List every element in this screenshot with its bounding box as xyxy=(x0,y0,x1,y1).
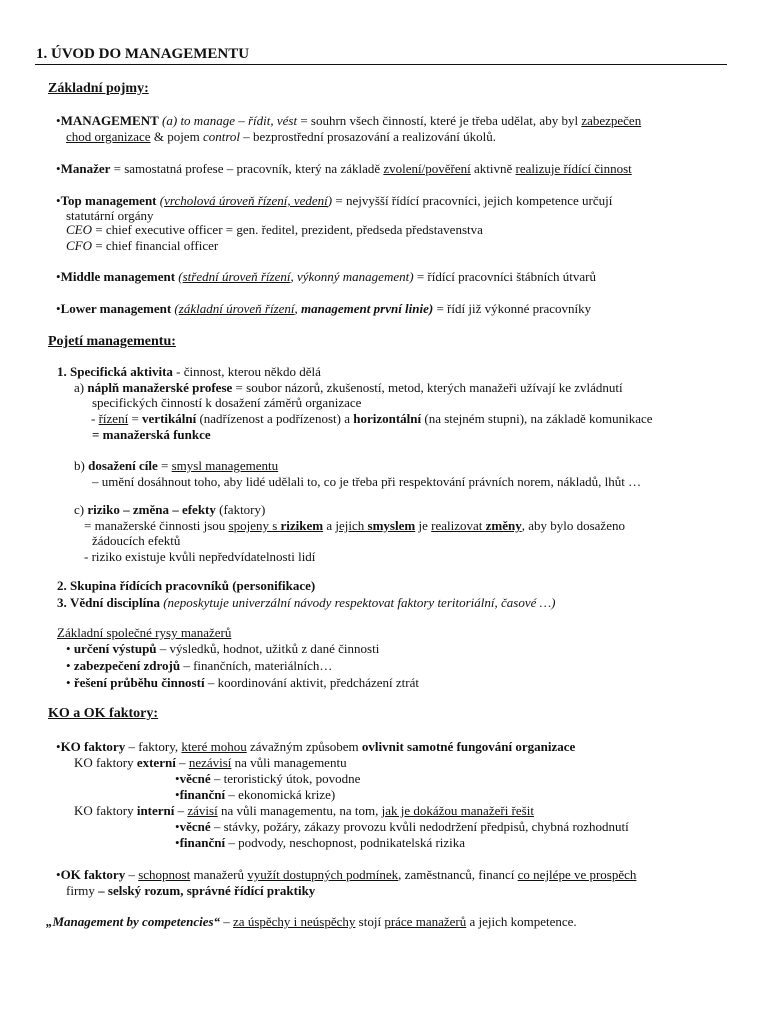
bullet-icon: • xyxy=(56,193,61,208)
bullet-icon: • xyxy=(56,269,61,284)
bullet-icon: • xyxy=(56,301,61,316)
bullet-icon: • xyxy=(175,771,180,786)
list-item-management-cont: chod organizace & pojem control – bezprostřední prosazování a realizování úkolů. xyxy=(66,129,496,144)
ko-interni: KO faktory interní – závisí na vůli managementu, na tom, jak je dokážou manažeři řešit xyxy=(74,803,534,818)
ko-externi-vecne: •věcné – teroristický útok, povodne xyxy=(175,771,361,786)
cfo-line: CFO = chief financial officer xyxy=(66,238,219,253)
bullet-icon: • xyxy=(175,819,180,834)
bullet-icon: • xyxy=(175,835,180,850)
subheading-rysy: Základní společné rysy manažerů xyxy=(57,625,232,640)
rysy-item-2: • zabezpečení zdrojů – finančních, materiálních… xyxy=(66,658,333,673)
list-item-top-management: •Top management (vrcholová úroveň řízení, vedení) = nejvyšší řídící pracovníci, jejich kompetence určují xyxy=(56,193,613,208)
ko-externi: KO faktory externí – nezávisí na vůli managementu xyxy=(74,755,347,770)
ko-interni-vecne: •věcné – stávky, požáry, zákazy provozu kvůli nedodržení předpisů, chybná rozhodnutí xyxy=(175,819,629,834)
section-heading-pojeti: Pojetí managementu: xyxy=(48,334,176,349)
sub-item-a-funkce: = manažerská funkce xyxy=(92,427,211,442)
list-item-management: •MANAGEMENT (a) to manage – řídit, vést = souhrn všech činností, které je třeba udělat, aby byl zabezpečen xyxy=(56,113,642,128)
bullet-icon: • xyxy=(66,658,71,673)
ko-interni-financni: •finanční – podvody, neschopnost, podnikatelská rizika xyxy=(175,835,466,850)
bullet-icon: • xyxy=(56,113,61,128)
bullet-icon: • xyxy=(56,867,61,882)
ko-externi-financni: •finanční – ekonomická krize) xyxy=(175,787,336,802)
list-item-middle-management: •Middle management (střední úroveň řízení, výkonný management) = řídící pracovníci štábních útvarů xyxy=(56,269,596,284)
bullet-icon: • xyxy=(66,641,71,656)
list-item-top-management-cont: statutární orgány xyxy=(66,208,154,223)
section-heading-ko-ok: KO a OK faktory: xyxy=(48,706,159,721)
sub-item-a-cont: specifických činností k dosažení záměrů organizace xyxy=(92,395,362,410)
sub-item-c-riziko: - riziko existuje kvůli nepředvídatelnosti lidí xyxy=(84,549,316,564)
sub-item-b: b) dosažení cíle = smysl managementu xyxy=(74,458,279,473)
list-item-lower-management: •Lower management (základní úroveň řízení, management první linie) = řídí již výkonné pracovníky xyxy=(56,301,592,316)
sub-item-b-cont: – umění dosáhnout toho, aby lidé udělali to, co je třeba při respektování právních norem, nákladů, lhůt … xyxy=(92,474,642,489)
section-heading-zakladni-pojmy: Základní pojmy: xyxy=(48,81,149,96)
management-by-competencies: „Management by competencies“ – za úspěchy i neúspěchy stojí práce manažerů a jejich kompetence. xyxy=(46,914,577,929)
bullet-icon: • xyxy=(66,675,71,690)
sub-item-a: a) náplň manažerské profese = soubor názorů, zkušeností, metod, kterých manažeři užívají ke zvládnutí xyxy=(74,380,623,395)
list-item-ko-faktory: •KO faktory – faktory, které mohou závažným způsobem ovlivnit samotné fungování organizace xyxy=(56,739,576,754)
bullet-icon: • xyxy=(56,739,61,754)
numbered-item-2: 2. Skupina řídících pracovníků (personifikace) xyxy=(57,578,316,593)
title-rule xyxy=(35,64,727,65)
rysy-item-3: • řešení průběhu činností – koordinování aktivit, předcházení ztrát xyxy=(66,675,419,690)
numbered-item-1: 1. Specifická aktivita - činnost, kterou někdo dělá xyxy=(57,364,321,379)
list-item-manazer: •Manažer = samostatná profese – pracovník, který na základě zvolení/pověření aktivně realizuje řídící činnost xyxy=(56,161,632,176)
numbered-item-3: 3. Vědní disciplína (neposkytuje univerzální návody respektovat faktory teritoriální, časové …) xyxy=(57,595,556,610)
bullet-icon: • xyxy=(56,161,61,176)
sub-item-c-cont: = manažerské činnosti jsou spojeny s rizikem a jejich smyslem je realizovat změny, aby bylo dosaženo xyxy=(84,518,625,533)
list-item-ok-faktory-cont: firmy – selský rozum, správné řídící praktiky xyxy=(66,883,316,898)
page-title: 1. ÚVOD DO MANAGEMENTU xyxy=(36,46,250,62)
bullet-icon: • xyxy=(175,787,180,802)
sub-item-a-rizeni: - řízení = vertikální (nadřízenost a podřízenost) a horizontální (na stejném stupni), na základě komunikace xyxy=(91,411,653,426)
sub-item-c-efekty: žádoucích efektů xyxy=(92,533,181,548)
list-item-ok-faktory: •OK faktory – schopnost manažerů využít dostupných podmínek, zaměstnanců, financí co nejlépe ve prospěch xyxy=(56,867,637,882)
rysy-item-1: • určení výstupů – výsledků, hodnot, užitků z dané činnosti xyxy=(66,641,380,656)
sub-item-c: c) riziko – změna – efekty (faktory) xyxy=(74,502,266,517)
ceo-line: CEO = chief executive officer = gen. ředitel, prezident, předseda představenstva xyxy=(66,222,483,237)
